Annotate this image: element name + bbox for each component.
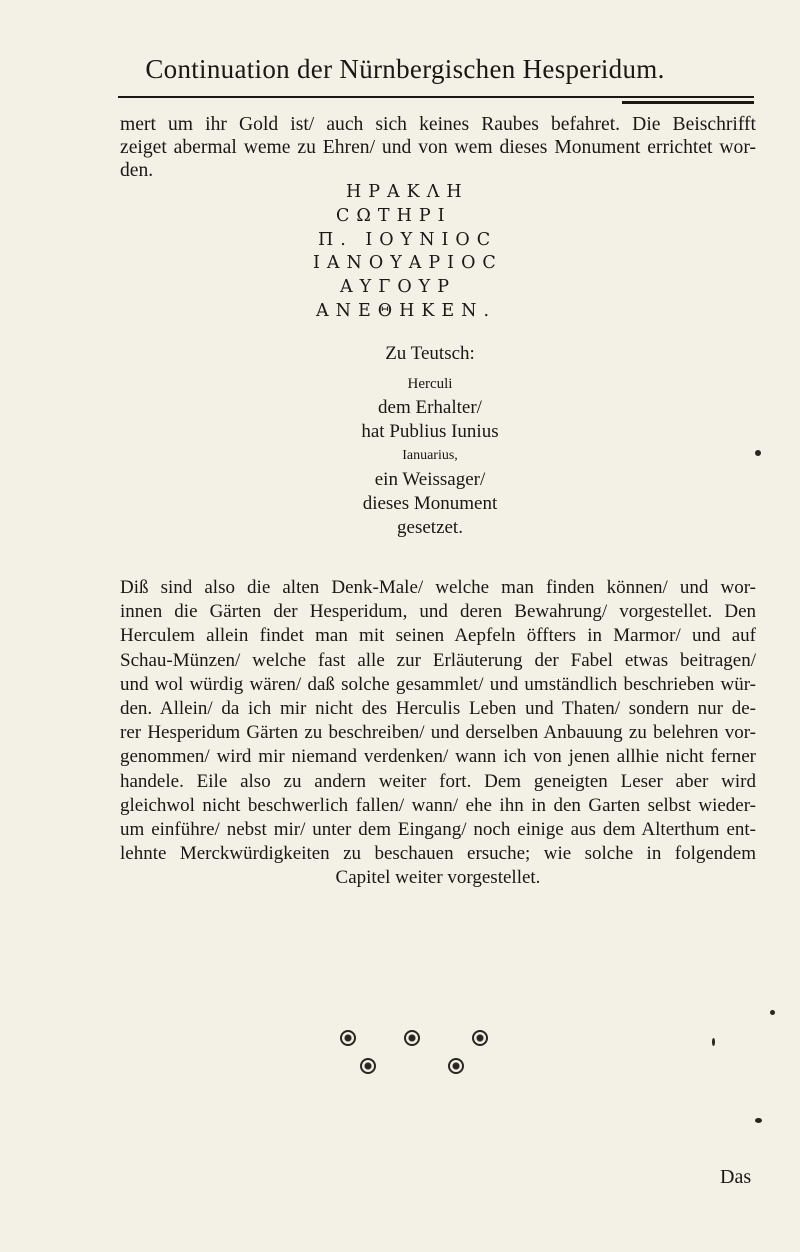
- ornament-group: [340, 1030, 540, 1090]
- inscription-line: CΩΤΗΡΙ: [336, 206, 452, 226]
- dedication-line: gesetzet.: [397, 517, 463, 538]
- ink-speck: [755, 1118, 762, 1123]
- running-head: Continuation der Nürnbergischen Hesperidum.: [145, 54, 665, 84]
- text-line: Diß sind also die alten Denk-Male/ welche man finden können/ und wor-: [120, 577, 756, 598]
- text-line: Schau-Münzen/ welche fast alle zur Erläuterung der Fabel etwas beitragen/: [120, 649, 756, 671]
- ink-speck: [712, 1038, 715, 1046]
- text-line: zeiget abermal weme zu Ehren/ und von wem dieses Monument errichtet wor-: [120, 137, 756, 158]
- translation-heading-block: [260, 342, 600, 366]
- dedication-line: Herculi: [407, 376, 453, 392]
- ink-speck: [755, 450, 761, 456]
- text-line: innen die Gärten der Hesperidum, und deren Bewahrung/ vorgestellet. Den: [120, 601, 756, 623]
- text-line: um einführe/ nebst mir/ unter dem Eingang/ noch einige aus dem Alterthum ent-: [120, 819, 756, 841]
- text-line: Herculem allein findet man mit seinen Aepfeln öffters in Marmor/ und auf: [120, 625, 756, 647]
- text-line: und wol würdig wären/ daß solche gesammlet/ und umständlich beschrieben wür-: [120, 673, 756, 695]
- text-line: Capitel weiter vorgestellet.: [335, 867, 541, 889]
- rosette-ornament-icon: [360, 1058, 376, 1074]
- text-line: gleichwol nicht beschwerlich fallen/ wann/ ehe ihn in den Garten selbst wieder-: [120, 794, 756, 816]
- catchword: Das: [720, 1166, 752, 1188]
- text-line: mert um ihr Gold ist/ auch sich keines Raubes befahret. Die Beischrifft: [120, 114, 756, 135]
- dedication-line: hat Publius Iunius: [361, 421, 499, 442]
- body-paragraph: [120, 576, 756, 891]
- inscription-line: ΙΑΝΟΥΑΡΙΟC: [313, 253, 503, 273]
- text-line: den.: [120, 160, 154, 181]
- text-line: lehnte Merckwürdigkeiten zu beschauen ersuche; wie solche in folgendem: [120, 843, 756, 865]
- text-line: den. Allein/ da ich mir nicht des Herculis Leben und Thaten/ sondern nur de-: [120, 698, 756, 720]
- inscription-line: ΑΝΕΘΗΚΕΝ.: [316, 301, 497, 321]
- text-line: handele. Eile also zu andern weiter fort. Dem geneigten Leser aber wird: [120, 770, 756, 792]
- ink-speck: [770, 1010, 775, 1015]
- rosette-ornament-icon: [448, 1058, 464, 1074]
- text-line: rer Hesperidum Gärten zu beschreiben/ und derselben Anbauung zu belehren vor-: [120, 722, 756, 744]
- inscription-line: Π. ΙΟΥΝΙΟC: [318, 230, 498, 250]
- translation-heading: Zu Teutsch:: [385, 343, 475, 364]
- text-line: genommen/ wird mir niemand verdenken/ wann ich von jenen allhie nicht ferner: [120, 746, 756, 768]
- inscription-line: ΗΡΑΚΛΗ: [346, 182, 469, 202]
- dedication-line: dem Erhalter/: [378, 397, 482, 418]
- intro-paragraph: [120, 113, 756, 182]
- header-rule: [118, 96, 754, 98]
- inscription-line: ΑΥΓΟΥΡ: [340, 277, 457, 297]
- rosette-ornament-icon: [472, 1030, 488, 1046]
- rosette-ornament-icon: [340, 1030, 356, 1046]
- dedication-line: dieses Monument: [362, 493, 498, 514]
- dedication-line: ein Weissager/: [374, 469, 486, 490]
- rosette-ornament-icon: [404, 1030, 420, 1046]
- dedication-line: Ianuarius,: [402, 448, 458, 463]
- dedication-block: [260, 372, 600, 540]
- header-rule-thick: [622, 101, 754, 104]
